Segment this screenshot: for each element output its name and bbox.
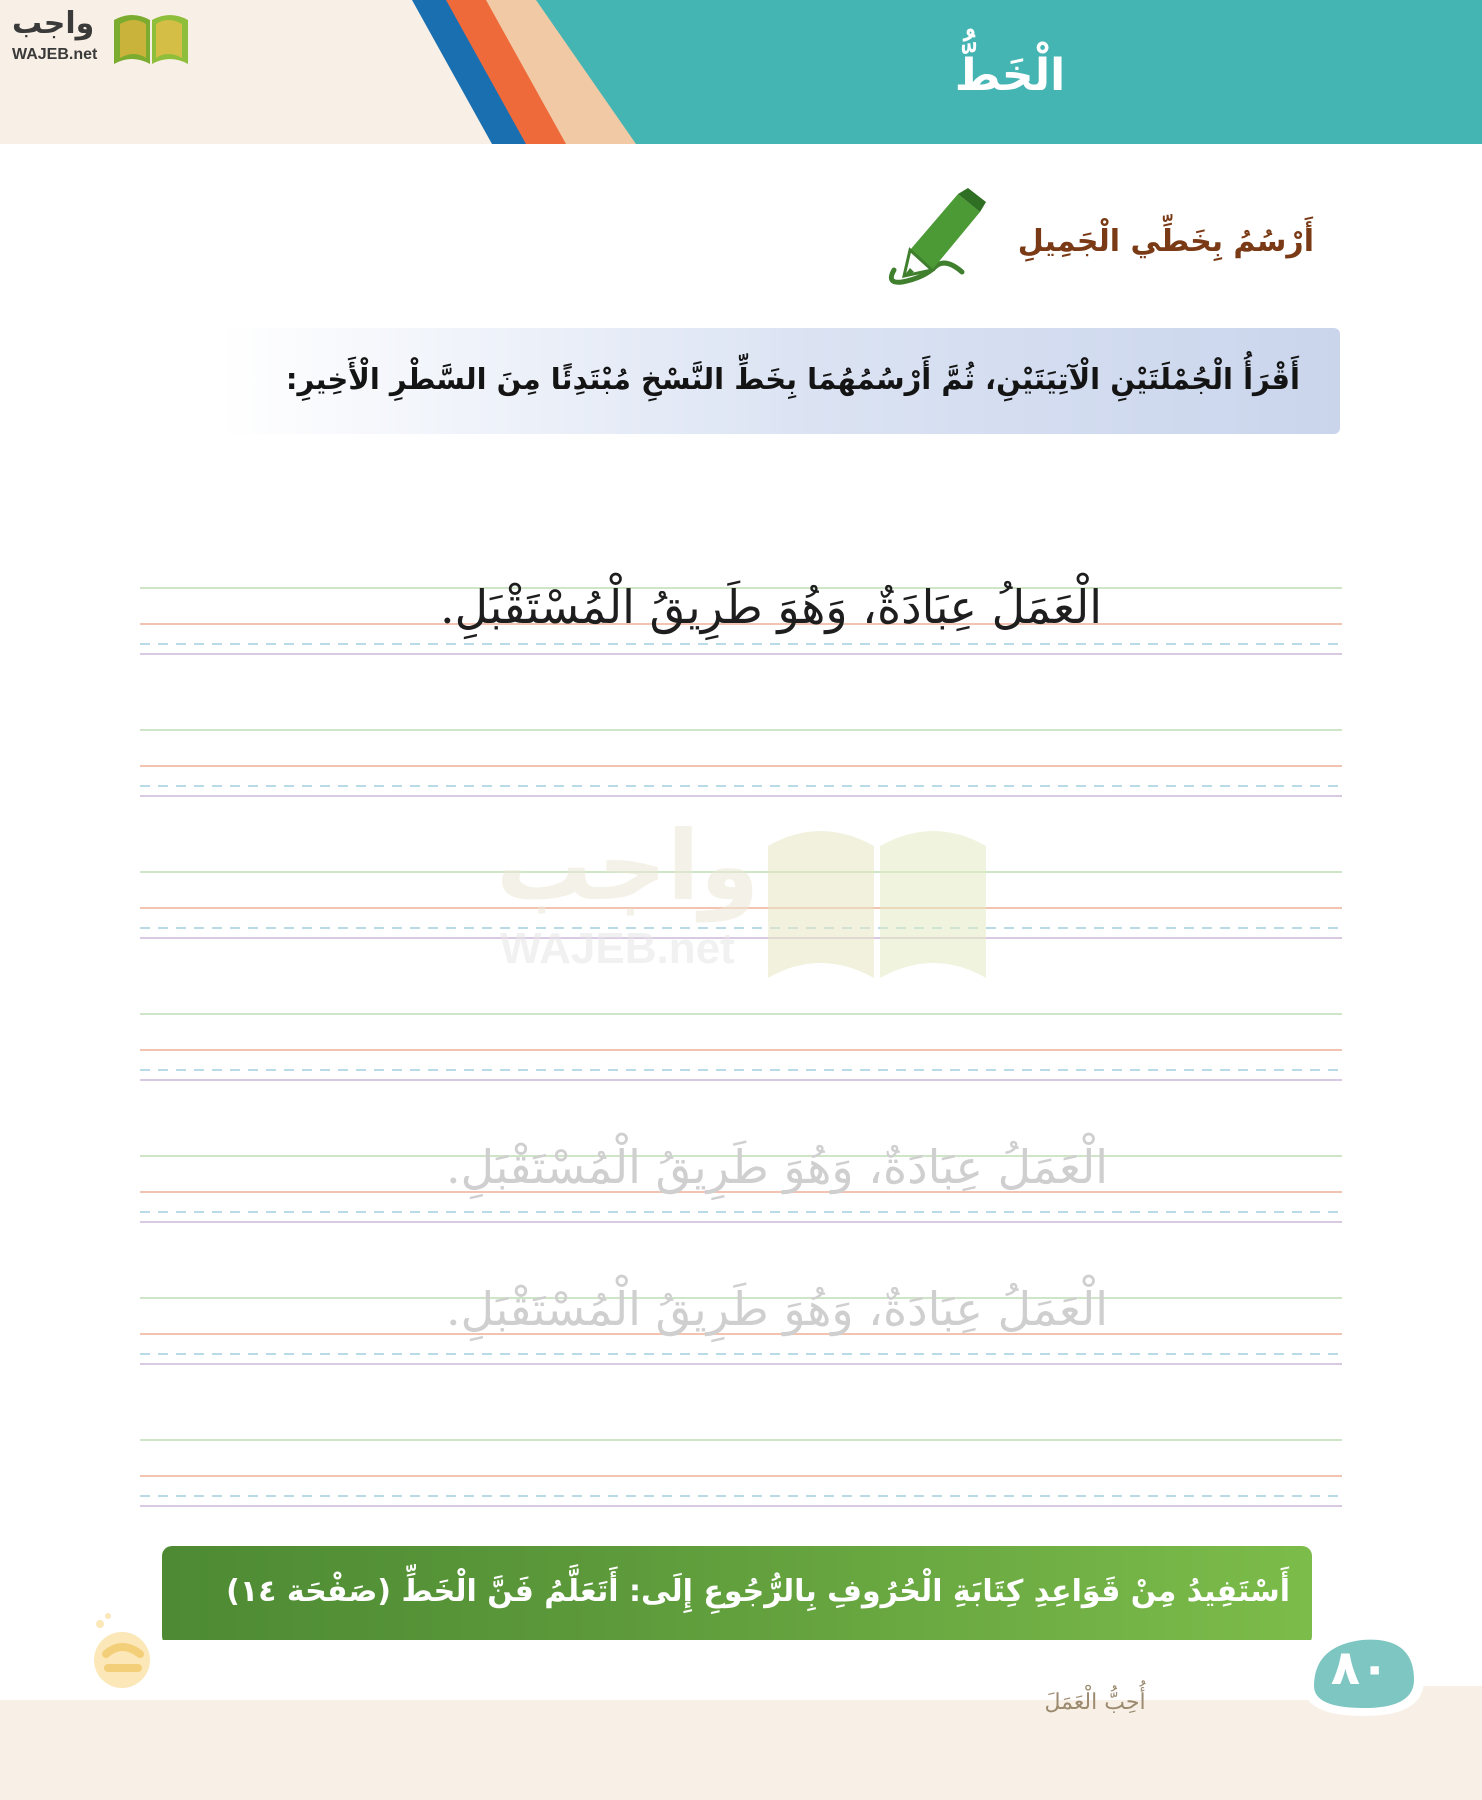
practice-line-group — [140, 1440, 1342, 1506]
watermark-book-icon — [764, 810, 990, 980]
wajeb-watermark — [496, 810, 996, 990]
page-header — [0, 0, 1482, 144]
corner-logo-icon — [86, 1612, 156, 1692]
model-sentence: الْعَمَلُ عِبَادَةٌ، وَهُوَ طَرِيقُ الْمُسْتَقْبَلِ. — [440, 580, 1102, 634]
page-title: الْخَطُّ — [954, 50, 1066, 101]
instruction-text: أَقْرَأُ الْجُمْلَتَيْنِ الْآتِيَتَيْنِ، ثُمَّ أَرْسُمُهُمَا بِخَطِّ النَّسْخِ مُبْتَدِئًا مِنَ السَّطْرِ الْأَخِيرِ: — [285, 362, 1300, 396]
page-number: ٨٠ — [1330, 1640, 1390, 1696]
header-stripes — [0, 0, 1482, 144]
footer-caption: أُحِبُّ الْعَمَلَ — [1044, 1690, 1146, 1715]
footer-panel — [0, 1640, 1420, 1700]
book-icon — [106, 6, 196, 68]
logo-word: واجب — [12, 6, 95, 41]
watermark-subtext: WAJEB.net — [500, 924, 735, 973]
trace-sentence: الْعَمَلُ عِبَادَةٌ، وَهُوَ طَرِيقُ الْمُسْتَقْبَلِ. — [446, 1282, 1108, 1336]
section-heading: أَرْسُمُ بِخَطِّي الْجَمِيلِ — [1017, 224, 1314, 259]
instruction-box — [160, 328, 1340, 434]
tip-banner — [162, 1546, 1312, 1646]
wajeb-logo — [10, 6, 196, 68]
trace-sentence: الْعَمَلُ عِبَادَةٌ، وَهُوَ طَرِيقُ الْمُسْتَقْبَلِ. — [446, 1140, 1108, 1194]
tip-text: أَسْتَفِيدُ مِنْ قَوَاعِدِ كِتَابَةِ الْحُرُوفِ بِالرُّجُوعِ إِلَى: أَتَعَلَّمُ فَنَّ الْخَطِّ (صَفْحَة ١٤) — [226, 1574, 1290, 1609]
practice-line-group — [140, 1014, 1342, 1080]
watermark-word: واجب — [496, 810, 760, 922]
logo-subtext: WAJEB.net — [12, 46, 98, 63]
pen-icon — [884, 188, 994, 288]
practice-line-group — [140, 730, 1342, 796]
footer-band — [0, 1686, 1482, 1800]
practice-lines — [140, 580, 1342, 1520]
